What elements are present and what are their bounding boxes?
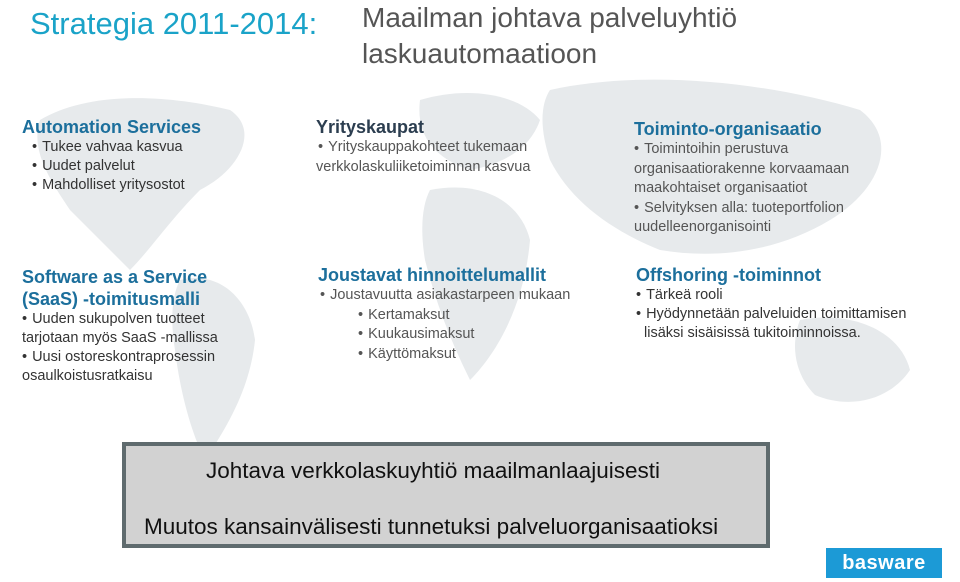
automation-heading: Automation Services [22,117,202,137]
page-subtitle [362,0,737,72]
list-item-continued: organisaatiorakenne korvaamaan [634,160,850,177]
list-item-continued: maakohtaiset organisaatiot [634,180,808,196]
list-item: • Hyödynnetään palveluiden toimittamisen [636,305,906,324]
toiminto-heading: Toiminto-organisaatio [634,119,822,139]
joustavat-block [318,264,570,364]
list-item: • Tukee vahvaa kasvua [22,138,201,157]
list-item: • Yrityskauppakohteet tukemaan [316,138,530,158]
list-item-continued: uudelleenorganisointi [634,219,772,235]
list-item: • Joustavuutta asiakastarpeen mukaan [318,286,570,306]
list-item: • Tärkeä rooli [636,286,906,305]
saas-block [22,266,218,386]
list-item: • Toimintoihin perustuva [634,140,849,160]
basware-logo: basware [826,548,942,578]
offshoring-heading: Offshoring -toiminnot [636,265,821,285]
list-item-continued: lisäksi sisäisissä tukitoiminnoissa. [644,325,861,341]
summary-banner [122,442,770,548]
list-item: • Uudet palvelut [22,157,201,176]
sub-list-item: • Kuukausimaksut [318,325,570,345]
page-title: Strategia 2011-2014: [30,6,318,41]
joustavat-heading: Joustavat hinnoittelumallit [318,265,547,285]
list-item: • Selvityksen alla: tuoteportfolion [634,199,849,219]
sub-list-item: • Käyttömaksut [318,345,570,365]
saas-heading-line-2: (SaaS) -toimitusmalli [22,289,201,309]
banner-line-1: Johtava verkkolaskuyhtiö maailmanlaajuisesti [206,458,660,483]
list-item: • Mahdolliset yritysostot [22,176,201,195]
yrityskaupat-heading: Yrityskaupat [316,117,425,137]
toiminto-organisaatio-block [634,118,849,238]
sub-list-item: • Kertamaksut [318,306,570,326]
list-item-continued: verkkolaskuliiketoiminnan kasvua [316,158,531,175]
yrityskaupat-block [316,116,530,177]
offshoring-block [636,264,906,343]
list-item: • Uusi ostoreskontraprosessin [22,348,218,367]
list-item-continued: osaulkoistusratkaisu [22,368,153,384]
saas-heading-line-1: Software as a Service [22,267,208,287]
automation-services-block [22,116,201,195]
subtitle-line-1: Maailman johtava palveluyhtiö [362,2,738,33]
banner-line-2: Muutos kansainvälisesti tunnetuksi palveluorganisaatioksi [144,514,719,539]
subtitle-line-2: laskuautomaatioon [362,38,598,69]
list-item-continued: tarjotaan myös SaaS -mallissa [22,330,218,346]
list-item: • Uuden sukupolven tuotteet [22,310,218,329]
